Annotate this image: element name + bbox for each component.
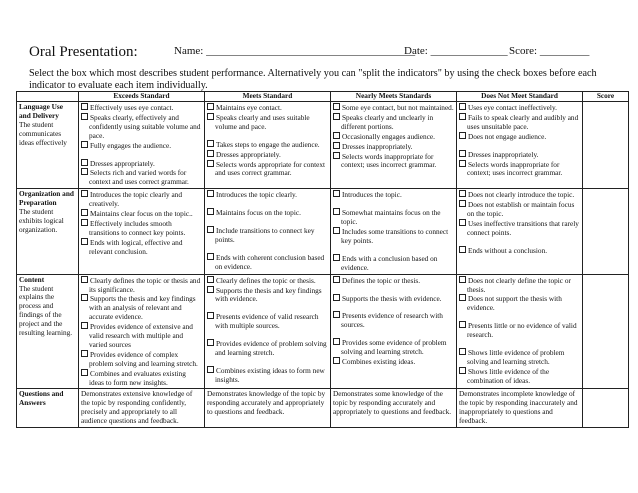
spacer (459, 313, 580, 321)
indicator-text: Does not support the thesis with evidence. (467, 294, 562, 313)
indicator-item (207, 276, 328, 286)
indicator-text: Speaks clearly and unclearly in different portions. (341, 112, 434, 131)
indicator-checkbox[interactable] (81, 219, 88, 226)
indicator-text: Selects words inappropriate for context; uses incorrect grammar. (341, 151, 437, 170)
criterion-cell (17, 102, 79, 189)
indicator-item (333, 208, 454, 227)
indicator-text: Ends with a conclusion based on evidence. (341, 253, 438, 272)
indicator-item (459, 132, 580, 142)
criterion-title: Questions and Answers (19, 389, 64, 408)
indicator-item (207, 226, 328, 245)
indicator-item (207, 190, 328, 200)
indicator-checkbox[interactable] (459, 294, 466, 301)
rubric-cell: Demonstrates some knowledge of the topic by responding accurately and appropriately to questions and feedback. (331, 389, 457, 428)
indicator-item (81, 113, 202, 141)
rubric-cell (457, 102, 583, 189)
indicator-text: Defines the topic or thesis. (342, 275, 421, 285)
indicator-checkbox[interactable] (81, 276, 88, 283)
indicator-text: Shows little evidence of the combination of ideas. (467, 366, 550, 385)
indicator-checkbox[interactable] (333, 338, 340, 345)
indicator-item (207, 366, 328, 385)
indicator-item (459, 219, 580, 238)
indicator-text: Selects words appropriate for context and uses correct grammar. (215, 159, 326, 178)
criterion-title: Language Use and Delivery (19, 102, 63, 120)
criterion-description: The student communicates ideas effectively (19, 119, 67, 147)
column-header: Does Not Meet Standard (457, 92, 583, 102)
indicator-text: Supports the thesis with evidence. (342, 293, 442, 303)
rubric-cell (331, 189, 457, 274)
indicator-checkbox[interactable] (459, 200, 466, 207)
indicator-text: Introduces the topic clearly. (216, 190, 297, 200)
date-field[interactable]: Date: ______________ (404, 45, 508, 57)
indicator-checkbox[interactable] (81, 238, 88, 245)
spacer (333, 303, 454, 311)
rubric-cell (331, 274, 457, 389)
indicator-checkbox[interactable] (81, 113, 88, 120)
indicator-item (459, 294, 580, 313)
indicator-item (81, 209, 202, 219)
indicator-checkbox[interactable] (459, 190, 466, 197)
indicator-item (207, 253, 328, 272)
indicator-text: Supports the thesis and key findings with evidence. (215, 285, 322, 304)
indicator-item (333, 338, 454, 357)
indicator-item (459, 276, 580, 295)
indicator-checkbox[interactable] (207, 312, 214, 319)
indicator-item (207, 312, 328, 331)
score-cell[interactable] (583, 389, 629, 428)
indicator-item (333, 190, 454, 200)
rubric-cell (79, 189, 205, 274)
indicator-text: Takes steps to engage the audience. (216, 139, 320, 149)
indicator-checkbox[interactable] (207, 140, 214, 147)
indicator-checkbox[interactable] (207, 339, 214, 346)
indicator-checkbox[interactable] (333, 227, 340, 234)
spacer (333, 246, 454, 254)
rubric-cell: Demonstrates knowledge of the topic by responding accurately and appropriately to questions and feedback. (205, 389, 331, 428)
indicator-checkbox[interactable] (207, 366, 214, 373)
indicator-text: Introduces the topic clearly and creatively. (89, 190, 182, 209)
name-field[interactable]: Name: ______________________________________ (174, 45, 416, 57)
criterion-cell (17, 189, 79, 274)
rubric-cell (79, 102, 205, 189)
rubric-cell (205, 274, 331, 389)
indicator-checkbox[interactable] (207, 276, 214, 283)
indicator-text: Maintains eye contact. (216, 103, 282, 112)
indicator-checkbox[interactable] (81, 168, 88, 175)
indicator-item (459, 200, 580, 219)
indicator-item (81, 322, 202, 350)
criterion-description: The student exhibits logical organization. (19, 207, 64, 234)
indicator-text: Some eye contact, but not maintained. (342, 103, 454, 112)
indicator-item (207, 140, 328, 150)
indicator-text: Speaks clearly and uses suitable volume and pace. (215, 112, 310, 131)
indicator-checkbox[interactable] (81, 369, 88, 376)
indicator-text: Presents little or no evidence of valid research. (467, 321, 577, 340)
indicator-item (459, 113, 580, 132)
indicator-checkbox[interactable] (459, 113, 466, 120)
indicator-checkbox[interactable] (459, 348, 466, 355)
indicator-checkbox[interactable] (333, 276, 340, 283)
indicator-text: Provides evidence of extensive and valid research with multiple and varied sources (89, 322, 193, 349)
indicator-item (207, 339, 328, 358)
spacer (207, 358, 328, 366)
indicator-checkbox[interactable] (459, 367, 466, 374)
rubric-cell (205, 189, 331, 274)
indicator-checkbox[interactable] (81, 322, 88, 329)
indicator-text: Occasionally engages audience. (342, 131, 435, 141)
indicator-text: Provides some evidence of problem solving and learning stretch. (341, 338, 447, 357)
criterion-title: Organization and Preparation (19, 189, 74, 208)
indicator-text: Ends with logical, effective and relevant conclusion. (89, 237, 183, 256)
indicator-text: Combines and evaluates existing ideas to form new insights. (89, 368, 186, 387)
indicator-item (333, 254, 454, 273)
indicator-checkbox[interactable] (81, 190, 88, 197)
column-header: Meets Standard (205, 92, 331, 102)
indicator-checkbox[interactable] (81, 103, 88, 110)
indicator-item (81, 159, 202, 169)
indicator-item (459, 348, 580, 367)
indicator-text: Somewhat maintains focus on the topic. (341, 208, 441, 227)
indicator-item (81, 294, 202, 322)
criteria-header (17, 92, 79, 102)
indicator-text: Effectively uses eye contact. (90, 103, 174, 112)
indicator-text: Clearly defines the topic or thesis and its significance. (89, 275, 201, 294)
indicator-item (459, 321, 580, 340)
indicator-checkbox[interactable] (459, 103, 466, 110)
rubric-table (16, 91, 629, 428)
indicator-text: Ends with coherent conclusion based on evidence. (215, 252, 325, 271)
rubric-row (17, 389, 629, 428)
indicator-text: Does not establish or maintain focus on the topic. (467, 200, 575, 219)
indicator-checkbox[interactable] (81, 159, 88, 166)
indicator-text: Dresses inappropriately. (342, 141, 413, 151)
indicator-item (459, 367, 580, 386)
rubric-cell (205, 102, 331, 189)
indicator-text: Presents evidence of valid research with multiple sources. (215, 312, 319, 331)
indicator-text: Fully engages the audience. (90, 140, 172, 150)
column-header: Exceeds Standard (79, 92, 205, 102)
spacer (333, 286, 454, 294)
indicator-item (333, 132, 454, 142)
indicator-item (207, 160, 328, 179)
indicator-checkbox[interactable] (81, 294, 88, 301)
indicator-checkbox[interactable] (207, 103, 214, 110)
rubric-cell (457, 189, 583, 274)
indicator-item (81, 219, 202, 238)
rubric-cell (79, 274, 205, 389)
rubric-header-row (17, 92, 629, 102)
indicator-text: Maintains focus on the topic. (216, 208, 301, 218)
indicator-text: Include transitions to connect key points. (215, 226, 315, 244)
indicator-item (81, 103, 202, 113)
indicator-checkbox[interactable] (207, 208, 214, 215)
indicator-item (81, 350, 202, 369)
indicator-text: Clearly defines the topic or thesis. (216, 275, 316, 285)
indicator-item (81, 141, 202, 151)
indicator-checkbox[interactable] (333, 311, 340, 318)
indicator-checkbox[interactable] (333, 357, 340, 364)
indicator-text: Effectively includes smooth transitions to connect key points. (89, 218, 186, 237)
indicator-text: Dresses inappropriately. (468, 149, 539, 159)
indicator-checkbox[interactable] (333, 103, 340, 110)
spacer (459, 340, 580, 348)
indicator-checkbox[interactable] (459, 150, 466, 157)
indicator-text: Provides evidence of complex problem solving and learning stretch. (89, 349, 198, 368)
indicator-item (333, 142, 454, 152)
criterion-cell (17, 274, 79, 389)
indicator-item (207, 103, 328, 113)
spacer (207, 132, 328, 140)
indicator-item (207, 208, 328, 218)
indicator-item (333, 103, 454, 113)
indicator-checkbox[interactable] (459, 160, 466, 167)
indicator-checkbox[interactable] (207, 286, 214, 293)
indicator-text: Combines existing ideas. (342, 357, 416, 367)
spacer (333, 200, 454, 208)
indicator-item (459, 103, 580, 113)
indicator-text: Combines existing ideas to form new insights. (215, 365, 325, 384)
indicator-checkbox[interactable] (333, 190, 340, 197)
indicator-checkbox[interactable] (459, 219, 466, 226)
indicator-text: Maintains clear focus on the topic.. (90, 209, 193, 219)
criterion-cell (17, 389, 79, 428)
spacer (459, 142, 580, 150)
indicator-checkbox[interactable] (333, 142, 340, 149)
indicator-item (333, 276, 454, 286)
indicator-item (81, 190, 202, 209)
column-header: Nearly Meets Standards (331, 92, 457, 102)
score-field[interactable]: Score: _________ (509, 45, 590, 57)
score-cell[interactable] (583, 102, 629, 189)
indicator-item (459, 246, 580, 256)
indicator-item (459, 150, 580, 160)
spacer (207, 200, 328, 208)
indicator-checkbox[interactable] (333, 113, 340, 120)
score-cell[interactable] (583, 274, 629, 389)
indicator-checkbox[interactable] (207, 253, 214, 260)
spacer (459, 238, 580, 246)
criterion-description: The student explains the process and findings of the project and the resulting learning. (19, 283, 73, 338)
indicator-checkbox[interactable] (207, 150, 214, 157)
document-title: Oral Presentation: (29, 44, 138, 60)
spacer (81, 151, 202, 159)
indicator-text: Supports the thesis and key findings with an analysis of relevant and accurate evidence. (89, 294, 196, 322)
indicator-checkbox[interactable] (459, 276, 466, 283)
indicator-item (333, 357, 454, 367)
indicator-text: Speaks clearly, effectively and confidently using suitable volume and pace. (89, 112, 201, 140)
indicator-checkbox[interactable] (333, 208, 340, 215)
indicator-text: Uses eye contact ineffectively. (468, 103, 557, 112)
indicator-item (207, 286, 328, 305)
rubric-cell (331, 102, 457, 189)
indicator-checkbox[interactable] (333, 294, 340, 301)
indicator-text: Dresses appropriately. (90, 158, 155, 168)
indicator-text: Selects words inappropriate for context; uses incorrect grammar. (467, 159, 563, 178)
rubric-cell: Demonstrates incomplete knowledge of the topic by responding inaccurately and inappropriately to questions and feedback. (457, 389, 583, 428)
indicator-text: Fails to speak clearly and audibly and uses unsuitable pace. (467, 112, 579, 131)
spacer (207, 304, 328, 312)
rubric-row (17, 189, 629, 274)
indicator-text: Selects rich and varied words for context and uses correct grammar. (89, 168, 189, 187)
column-header: Score (583, 92, 629, 102)
indicator-text: Ends without a conclusion. (468, 245, 548, 255)
indicator-checkbox[interactable] (459, 132, 466, 139)
indicator-item (81, 369, 202, 388)
spacer (207, 218, 328, 226)
indicator-item (81, 168, 202, 187)
rubric-cell (457, 274, 583, 389)
indicator-text: Shows little evidence of problem solving and learning stretch. (467, 348, 565, 366)
indicator-text: Does not engage audience. (468, 131, 547, 141)
indicator-checkbox[interactable] (207, 113, 214, 120)
indicator-checkbox[interactable] (81, 209, 88, 216)
spacer (207, 331, 328, 339)
indicator-item (207, 150, 328, 160)
indicator-item (333, 152, 454, 171)
indicator-text: Introduces the topic. (342, 190, 402, 200)
indicator-checkbox[interactable] (207, 226, 214, 233)
indicator-text: Dresses appropriately. (216, 149, 281, 159)
score-cell[interactable] (583, 189, 629, 274)
criterion-title: Content (19, 274, 45, 284)
indicator-checkbox[interactable] (333, 132, 340, 139)
indicator-text: Uses ineffective transitions that rarely connect points. (467, 218, 579, 237)
indicator-item (459, 160, 580, 179)
indicator-checkbox[interactable] (81, 350, 88, 357)
indicator-item (207, 113, 328, 132)
spacer (207, 245, 328, 253)
indicator-checkbox[interactable] (459, 246, 466, 253)
indicator-checkbox[interactable] (459, 321, 466, 328)
indicator-item (459, 190, 580, 200)
indicator-item (333, 227, 454, 246)
indicator-text: Provides evidence of problem solving and learning stretch. (215, 339, 327, 358)
instructions: Select the box which most describes student performance. Alternatively you can "split the indicators" by using the check boxes before each indicator to evaluate each item individually. (29, 68, 597, 91)
rubric-cell: Demonstrates extensive knowledge of the topic by responding confidently, precisely and appropriately to all audience questions and feedback. (79, 389, 205, 428)
indicator-item (333, 294, 454, 304)
indicator-item (333, 113, 454, 132)
indicator-checkbox[interactable] (207, 160, 214, 167)
indicator-checkbox[interactable] (81, 141, 88, 148)
indicator-item (81, 238, 202, 257)
header (29, 44, 629, 62)
rubric-row (17, 274, 629, 389)
indicator-checkbox[interactable] (207, 190, 214, 197)
indicator-item (81, 276, 202, 295)
indicator-text: Presents evidence of research with sources. (341, 311, 443, 330)
spacer (333, 330, 454, 338)
rubric-row (17, 102, 629, 189)
indicator-checkbox[interactable] (333, 152, 340, 159)
indicator-item (333, 311, 454, 330)
indicator-text: Does not clearly define the topic or thesis. (467, 275, 571, 294)
indicator-text: Does not clearly introduce the topic. (468, 190, 575, 200)
indicator-checkbox[interactable] (333, 254, 340, 261)
indicator-text: Includes some transitions to connect key points. (341, 226, 449, 245)
